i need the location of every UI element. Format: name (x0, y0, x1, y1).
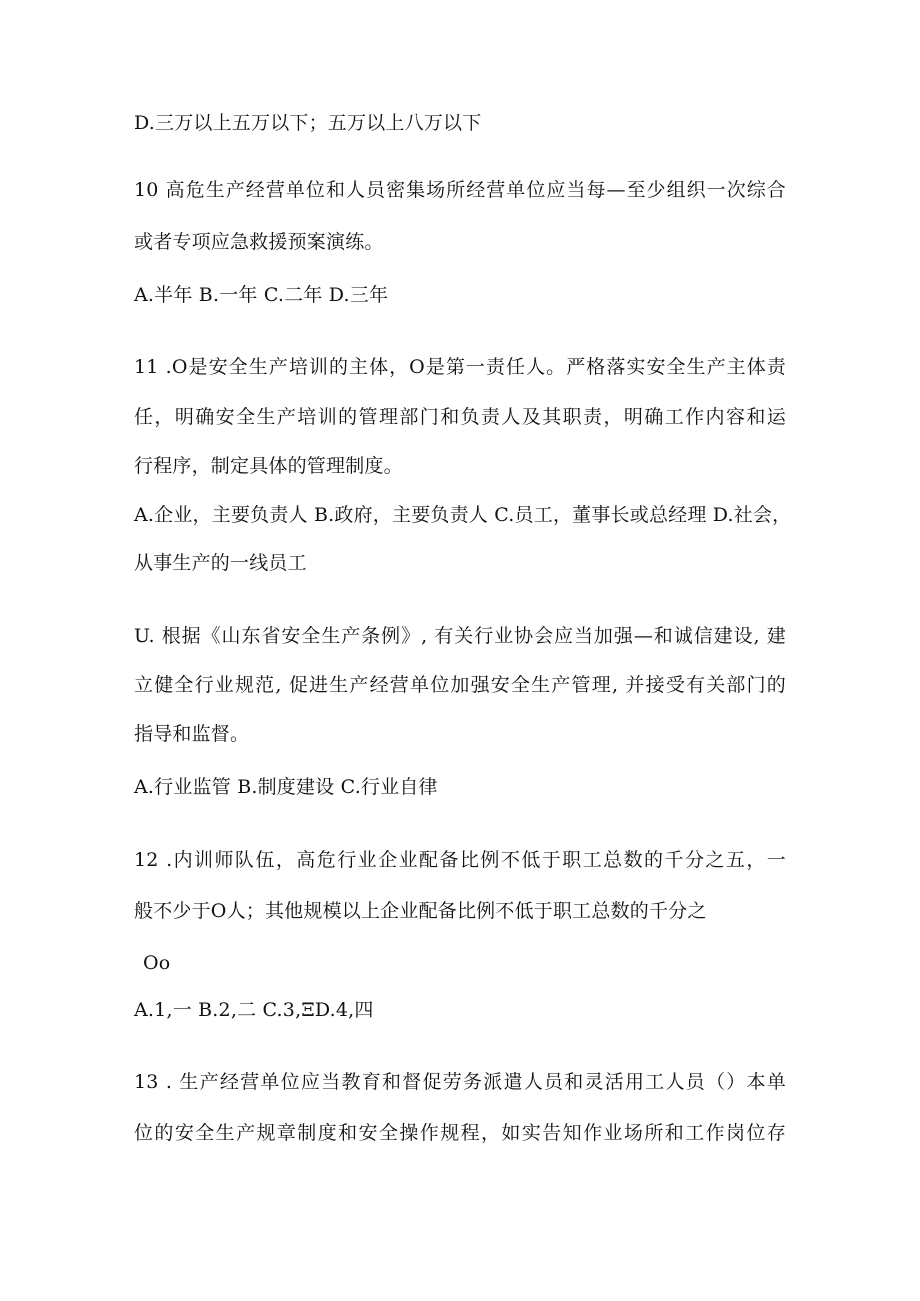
question-13-line-1: 13 . 生产经营单位应当教育和督促劳务派遣人员和灵活用工人员（）本单 (134, 1071, 786, 1093)
question-11-options-line-1: A.企业，主要负责人 B.政府，主要负责人 C.员工，董事长或总经理 D.社会， (134, 504, 792, 526)
question-10-line-1: 10 高危生产经营单位和人员密集场所经营单位应当每—至少组织一次综合 (134, 179, 786, 201)
question-13-line-2: 位的安全生产规章制度和安全操作规程，如实告知作业场所和工作岗位存 (134, 1122, 786, 1144)
question-u-line-2: 立健全行业规范, 促进生产经营单位加强安全生产管理, 并接受有关部门的 (134, 674, 786, 696)
question-11-line-3: 行程序，制定具体的管理制度。 (134, 455, 403, 477)
question-11-line-1: 11 .O是安全生产培训的主体，O是第一责任人。严格落实安全生产主体责 (134, 356, 786, 378)
question-10-options: A.半年 B.一年 C.二年 D.三年 (134, 284, 389, 306)
question-u-line-3: 指导和监督。 (134, 723, 250, 745)
question-11-line-2: 任，明确安全生产培训的管理部门和负责人及其职责，明确工作内容和运 (134, 406, 786, 428)
question-u-options: A.行业监管 B.制度建设 C.行业自律 (134, 776, 438, 798)
question-10-line-2: 或者专项应急救援预案演练。 (134, 231, 384, 253)
question-12-line-2: 般不少于O人；其他规模以上企业配备比例不低于职工总数的千分之 (134, 900, 707, 922)
option-line-d: D.三万以上五万以下；五万以上八万以下 (134, 112, 482, 134)
question-12-options: A.1,一 B.2,二 C.3,ΞD.4,四 (134, 999, 374, 1021)
question-12-line-1: 12 .内训师队伍，高危行业企业配备比例不低于职工总数的千分之五，一 (134, 849, 786, 871)
question-11-options-line-2: 从事生产的一线员工 (134, 552, 307, 574)
question-u-line-1: U. 根据《山东省安全生产条例》, 有关行业协会应当加强—和诚信建设, 建 (134, 625, 786, 647)
question-12-line-3: Oo (143, 952, 171, 974)
